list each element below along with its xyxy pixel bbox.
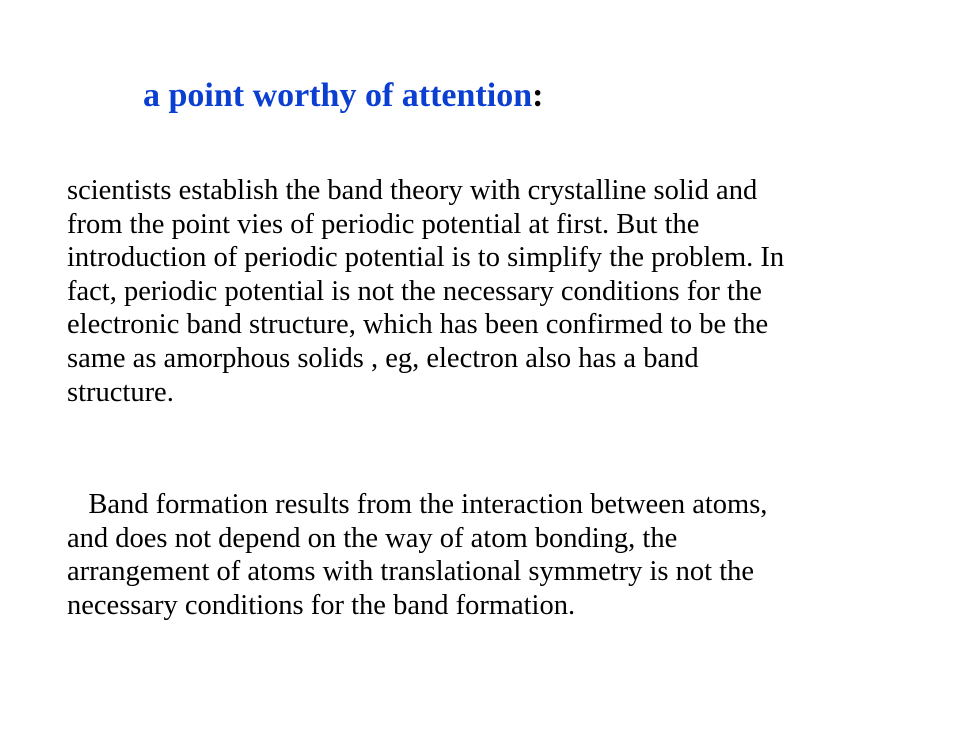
paragraph-line: Band formation results from the interaction between atoms, (67, 489, 768, 520)
paragraph-line: from the point vies of periodic potential at first. But the (67, 208, 700, 240)
paragraph-line: introduction of periodic potential is to simplify the problem. In (67, 242, 785, 274)
paragraph-line: necessary conditions for the band formation. (67, 589, 576, 621)
paragraph-band-theory (67, 174, 784, 409)
paragraph-band-formation (67, 488, 767, 622)
heading-text: a point worthy of attention (143, 77, 533, 114)
paragraph-line: and does not depend on the way of atom bonding, the (67, 522, 678, 554)
paragraph-line: same as amorphous solids , eg, electron also has a band (67, 342, 699, 374)
slide-heading (143, 72, 543, 120)
heading-colon: : (532, 77, 544, 114)
paragraph-line: electronic band structure, which has been confirmed to be the (67, 309, 769, 341)
paragraph-line: fact, periodic potential is not the necessary conditions for the (67, 275, 762, 307)
paragraph-line: scientists establish the band theory with crystalline solid and (67, 175, 758, 206)
paragraph-line: structure. (67, 376, 174, 408)
paragraph-line: arrangement of atoms with translational symmetry is not the (67, 556, 755, 588)
